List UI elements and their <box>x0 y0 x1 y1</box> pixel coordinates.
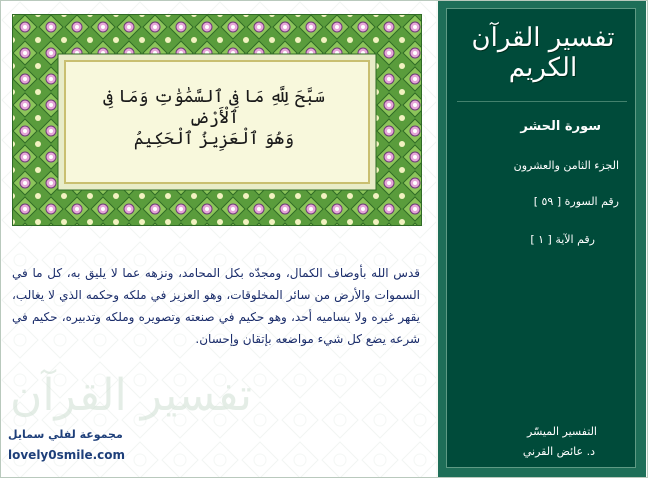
author-label: د. عائض القرني <box>522 445 595 458</box>
watermark-english: lovely0smile.com <box>8 448 126 462</box>
aya-number: رقم الآية [ ١ ] <box>530 233 595 246</box>
tafsir-text: قدس الله بأوصاف الكمال، ومجدّه بكل المحامد، ونزهه عما لا يليق به، كل ما في السموات والأرض من سائر المخلوقات، وهو العزيز في ملكه وحكمه الذي لا يغالب، يقهر غيره ولا يساميه أحد، وهو حكيم في صنعته وتصويره وملكه وتدبيره، حكيم في شرعه يضع كل شيء مواضعه بإتقان وإحسان. <box>12 266 420 346</box>
watermark-arabic: مجموعة لفلي سمايل <box>8 428 123 441</box>
verse-line-1: سَبَّحَ لِلَّهِ مَا فِى ٱلسَّمَٰوَٰتِ وَمَا فِى ٱلْأَرْضِ <box>103 87 325 128</box>
sura-number: رقم السورة [ ٥٩ ] <box>533 195 619 208</box>
panel-title: تفسير القرآن الكريم <box>471 23 615 83</box>
source-label: التفسير الميسّر <box>527 425 597 438</box>
verse-line-2: وَهُوَ ٱلْعَزِيزُ ٱلْحَكِيمُ <box>133 129 295 149</box>
sura-name: سورة الحشر <box>520 119 601 134</box>
juz-label: الجزء الثامن والعشرون <box>513 159 619 172</box>
watermark-calligraphy: تفسير القرآن <box>10 370 252 421</box>
